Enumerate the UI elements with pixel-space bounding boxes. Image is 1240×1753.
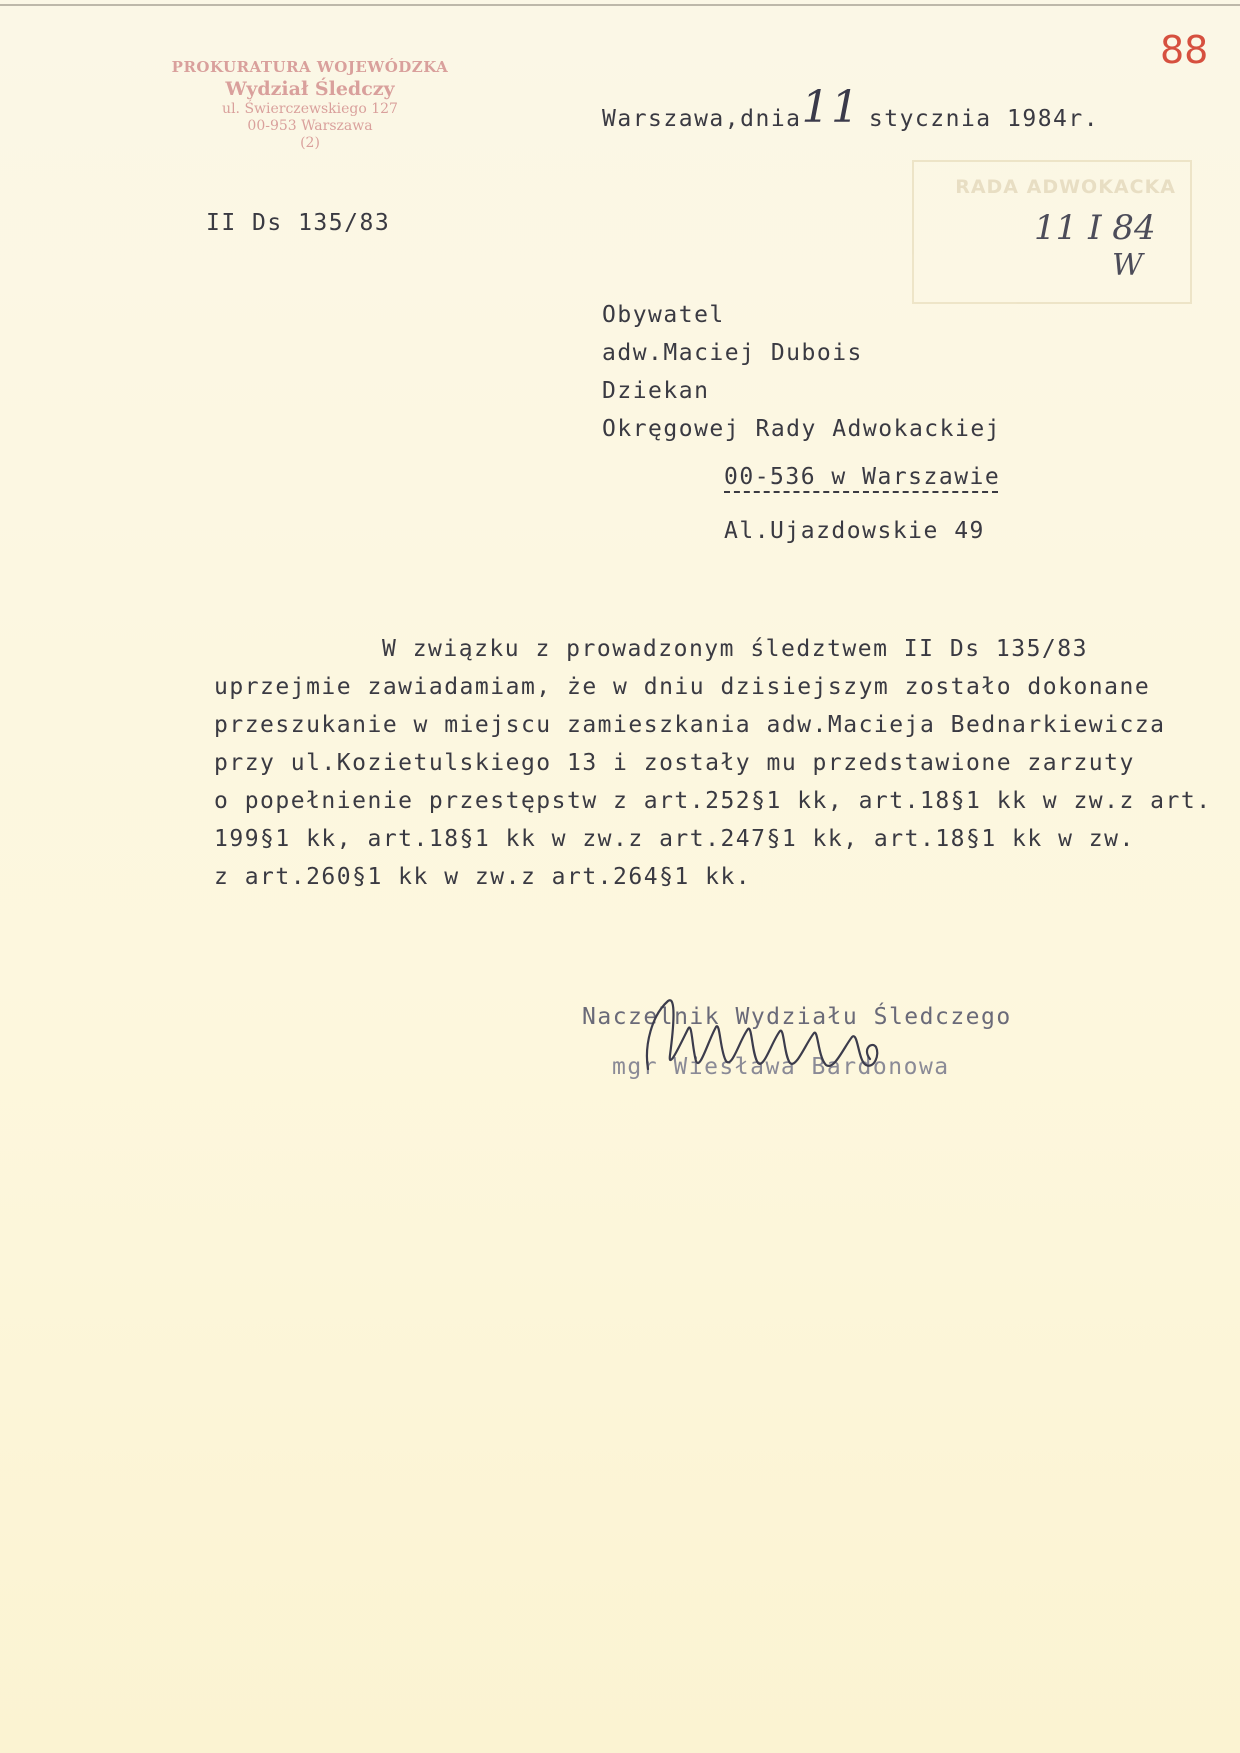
body-line: 199§1 kk, art.18§1 kk w zw.z art.247§1 kk, art.18§1 kk w zw. bbox=[214, 826, 1135, 852]
received-stamp bbox=[912, 160, 1192, 304]
received-handwritten-initial: W bbox=[1112, 248, 1143, 283]
recipient-line-1: Obywatel bbox=[602, 302, 725, 328]
month-year: stycznia 1984r. bbox=[868, 106, 1100, 132]
office-stamp bbox=[150, 58, 470, 151]
body-line: przeszukanie w miejscu zamieszkania adw.Macieja Bednarkiewicza bbox=[214, 712, 1166, 738]
recipient-line-2: adw.Maciej Dubois bbox=[602, 340, 863, 366]
signatory-title: Naczelnik Wydziału Śledczego bbox=[582, 1004, 1012, 1030]
body-line: o popełnienie przestępstw z art.252§1 kk, art.18§1 kk w zw.z art. bbox=[214, 788, 1212, 814]
stamp-line-5: (2) bbox=[300, 135, 320, 151]
top-edge-line bbox=[0, 4, 1240, 6]
recipient-city: 00-536 w Warszawie bbox=[724, 464, 1001, 490]
body-line: przy ul.Kozietulskiego 13 i zostały mu przedstawione zarzuty bbox=[214, 750, 1135, 776]
stamp-line-3: ul. Świerczewskiego 127 bbox=[222, 101, 398, 117]
city-underline bbox=[724, 491, 998, 493]
recipient-line-3: Dziekan bbox=[602, 378, 710, 404]
place-date-prefix: Warszawa,dnia bbox=[602, 106, 802, 132]
body-line: W związku z prowadzonym śledztwem II Ds 135/83 bbox=[382, 636, 1088, 662]
handwritten-signature bbox=[630, 985, 970, 1095]
folio-number: 88 bbox=[1160, 28, 1209, 72]
stamp-line-1: PROKURATURA WOJEWÓDZKA bbox=[171, 58, 449, 76]
recipient-line-4: Okręgowej Rady Adwokackiej bbox=[602, 416, 1002, 442]
body-line: uprzejmie zawiadamiam, że w dniu dzisiejszym zostało dokonane bbox=[214, 674, 1151, 700]
body-line: z art.260§1 kk w zw.z art.264§1 kk. bbox=[214, 864, 752, 890]
received-stamp-text: RADA ADWOKACKA bbox=[955, 176, 1176, 198]
recipient-street: Al.Ujazdowskie 49 bbox=[724, 518, 985, 544]
case-reference: II Ds 135/83 bbox=[206, 210, 391, 236]
stamp-line-2: Wydział Śledczy bbox=[225, 78, 395, 100]
handwritten-day: 11 bbox=[801, 82, 861, 133]
received-handwritten-date: 11 I 84 bbox=[1034, 208, 1156, 248]
date-line bbox=[602, 82, 1100, 137]
stamp-line-4: 00-953 Warszawa bbox=[247, 118, 373, 134]
signatory-name: mgr Wiesława Bardonowa bbox=[612, 1054, 950, 1080]
